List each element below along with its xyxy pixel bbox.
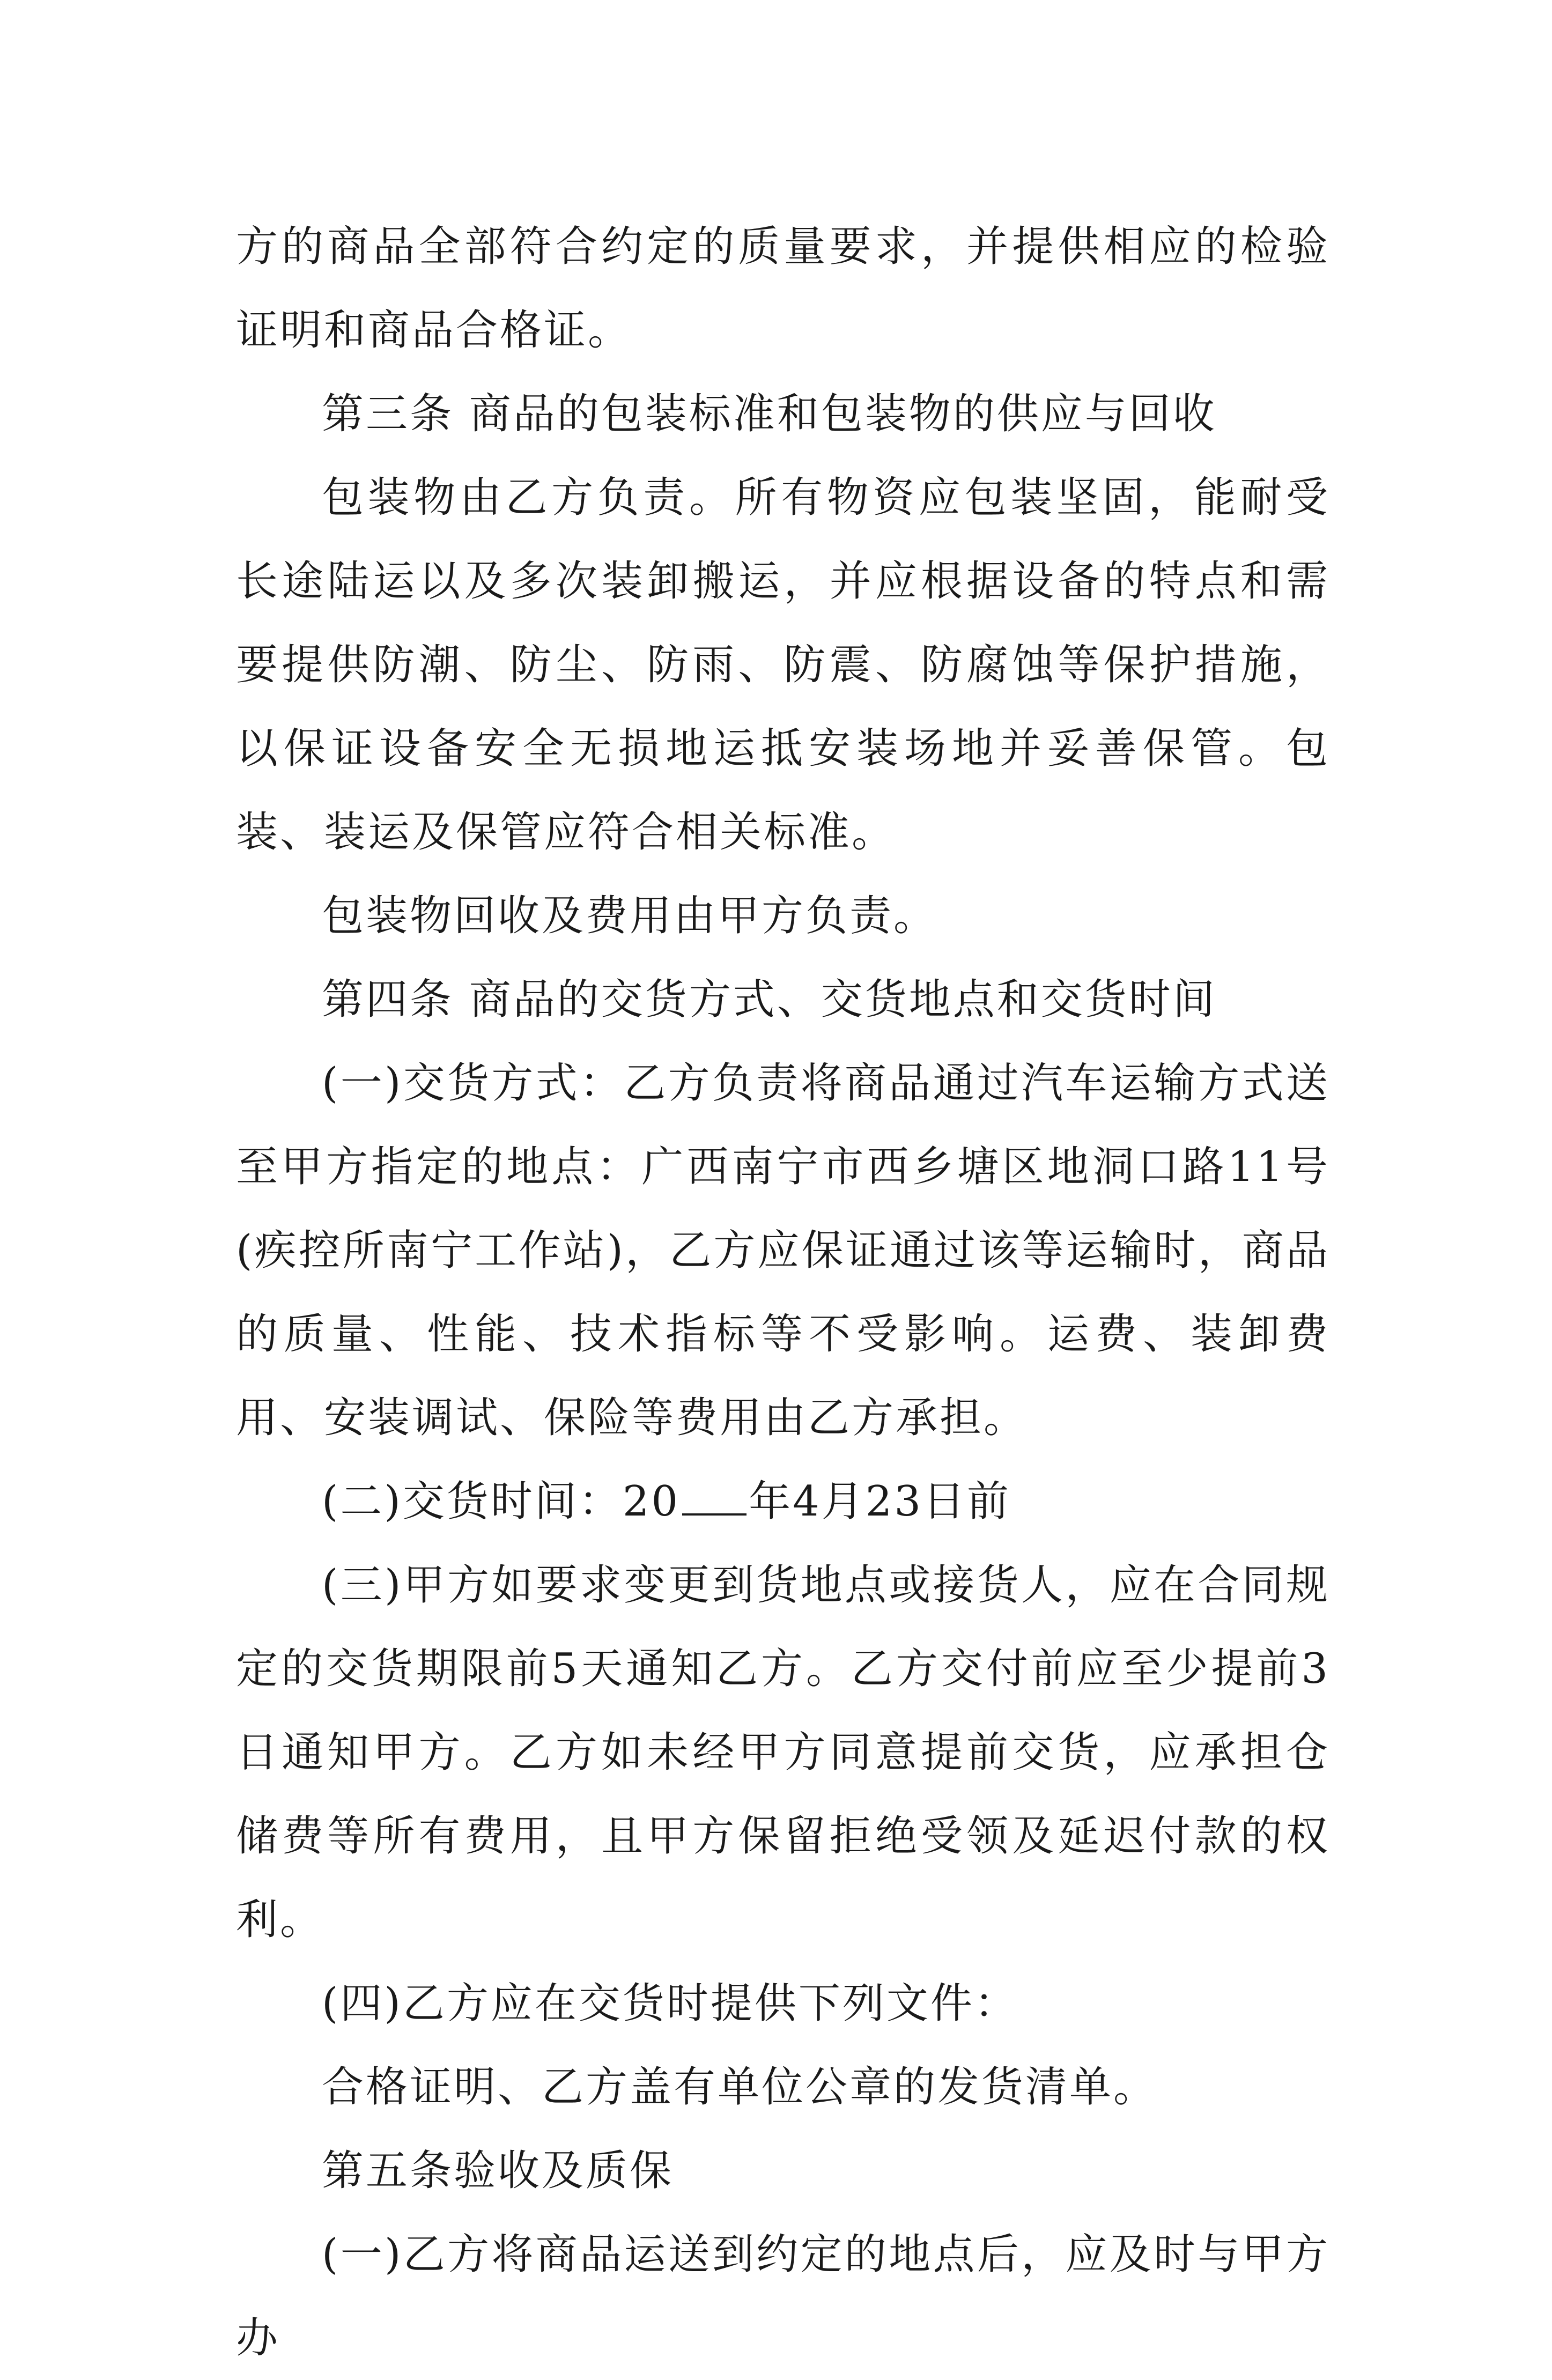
paragraph-quality-continuation: 方的商品全部符合约定的质量要求，并提供相应的检验证明和商品合格证。 — [236, 223, 1330, 354]
article-4-heading: 第四条 商品的交货方式、交货地点和交货时间 — [322, 975, 1217, 1024]
delivery-time-prefix: (二)交货时间：20 — [322, 1477, 681, 1526]
article-3-heading: 第三条 商品的包装标准和包装物的供应与回收 — [322, 390, 1217, 438]
paragraph-delivery-time — [236, 1460, 1330, 1543]
article-5-heading: 第五条验收及质保 — [322, 2147, 674, 2195]
paragraph-acceptance: (一)乙方将商品运送到约定的地点后，应及时与甲方办 — [236, 2230, 1330, 2362]
paragraph-delivery-documents: (四)乙方应在交货时提供下列文件： — [322, 1979, 1018, 2028]
document-body — [236, 205, 1330, 2380]
delivery-time-suffix: 年4月23日前 — [749, 1477, 1011, 1526]
paragraph-delivery-method: (一)交货方式：乙方负责将商品通过汽车运输方式送至甲方指定的地点：广西南宁市西乡塘区地洞口路11号(疾控所南宁工作站)，乙方应保证通过该等运输时，商品的质量、性能、技术指标等不受影响。运费、装卸费用、安装调试、保险等费用由乙方承担。 — [236, 1059, 1330, 1442]
paragraph-packaging-requirements: 包装物由乙方负责。所有物资应包装坚固，能耐受长途陆运以及多次装卸搬运，并应根据设备的特点和需要提供防潮、防尘、防雨、防震、防腐蚀等保护措施，以保证设备安全无损地运抵安装场地并妥善保管。包装、装运及保管应符合相关标准。 — [236, 474, 1330, 856]
paragraph-delivery-change: (三)甲方如要求变更到货地点或接货人，应在合同规定的交货期限前5天通知乙方。乙方交付前应至少提前3日通知甲方。乙方如未经甲方同意提前交货，应承担仓储费等所有费用，且甲方保留拒绝受领及延迟付款的权利。 — [236, 1561, 1330, 1944]
paragraph-document-list: 合格证明、乙方盖有单位公章的发货清单。 — [322, 2063, 1158, 2111]
date-blank-line — [682, 1479, 747, 1516]
paragraph-packaging-recovery: 包装物回收及费用由甲方负责。 — [322, 892, 938, 940]
